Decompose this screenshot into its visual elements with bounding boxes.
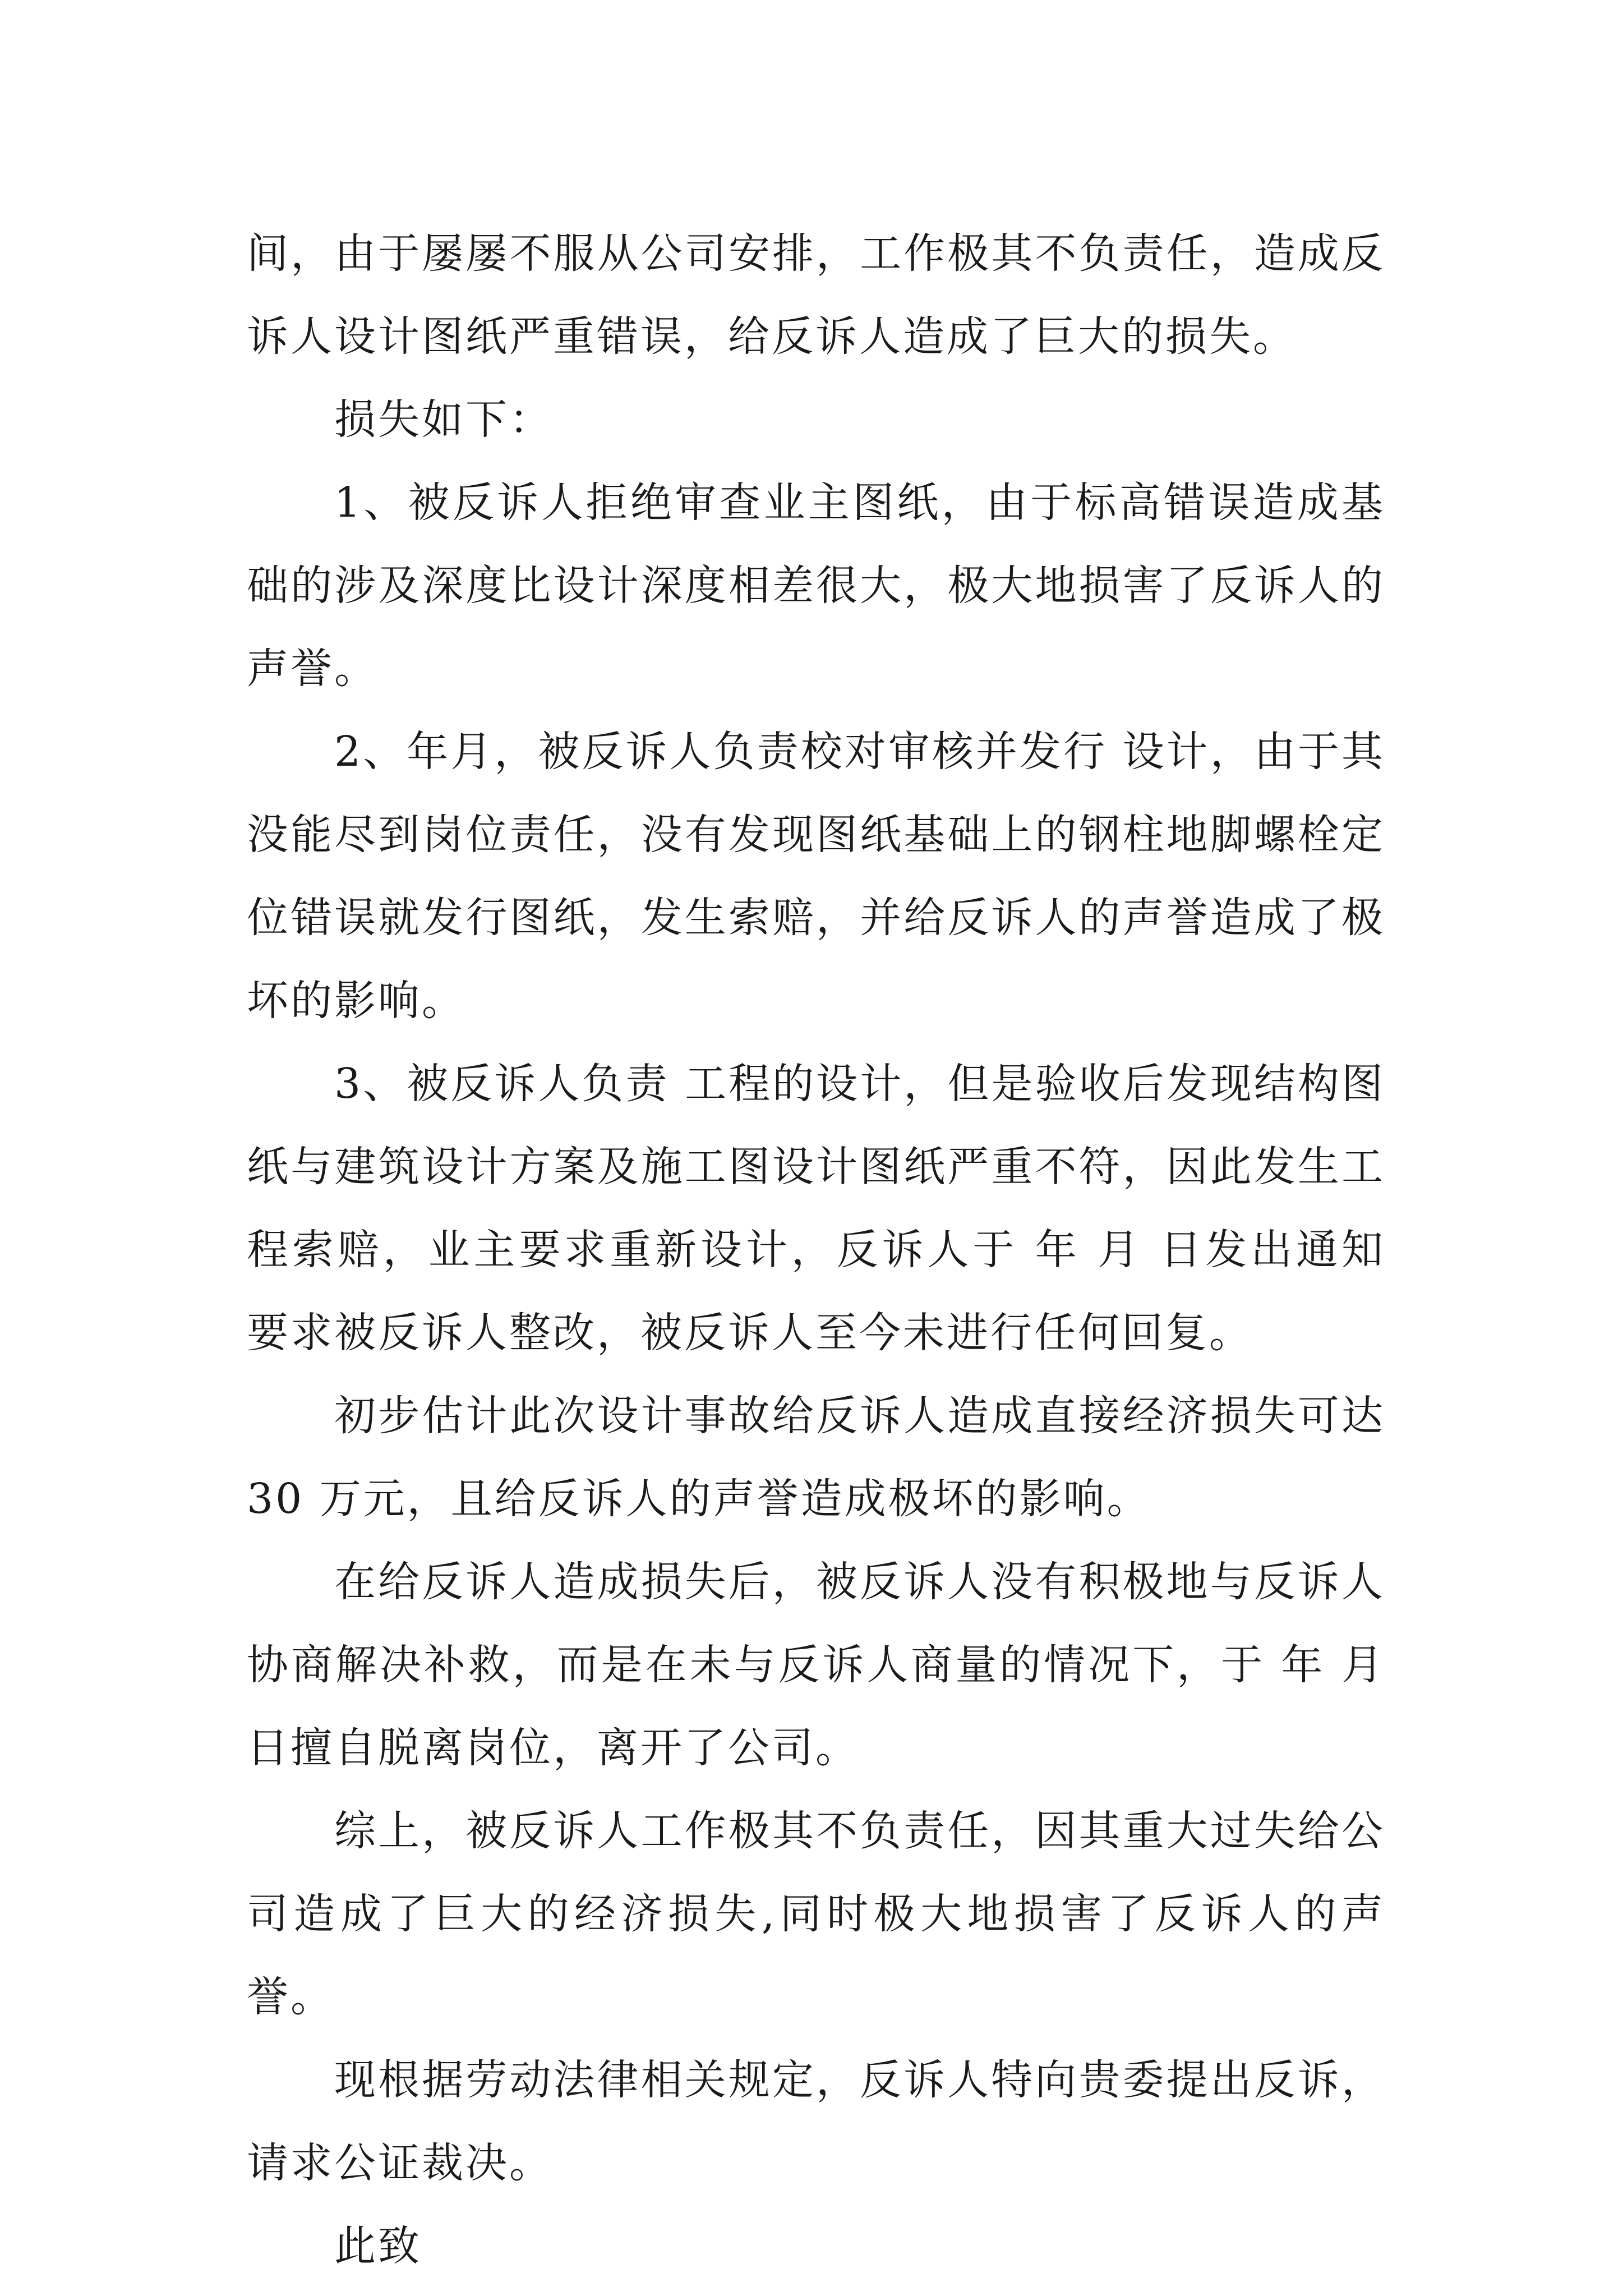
paragraph-loss-item-2: 2、年月，被反诉人负责校对审核并发行 设计，由于其没能尽到岗位责任，没有发现图纸基础上的钢柱地脚螺栓定位错误就发行图纸，发生索赔，并给反诉人的声誉造成了极坏的影响。 bbox=[247, 728, 1385, 1025]
paragraph-departure: 在给反诉人造成损失后，被反诉人没有积极地与反诉人协商解决补救，而是在未与反诉人商量的情况下，于 年 月日擅自脱离岗位，离开了公司。 bbox=[247, 1558, 1385, 1772]
paragraph-continuation: 间，由于屡屡不服从公司安排，工作极其不负责任，造成反诉人设计图纸严重错误，给反诉人造成了巨大的损失。 bbox=[247, 229, 1385, 361]
paragraph-loss-estimate: 初步估计此次设计事故给反诉人造成直接经济损失可达 30 万元，且给反诉人的声誉造成极坏的影响。 bbox=[247, 1392, 1385, 1523]
paragraph-loss-item-3: 3、被反诉人负责 工程的设计，但是验收后发现结构图纸与建筑设计方案及施工图设计图纸严重不符，因此发生工程索赔，业主要求重新设计，反诉人于 年 月 日发出通知要求被反诉人整改，被反诉人至今未进行任何回复。 bbox=[247, 1060, 1385, 1357]
paragraph-loss-item-1: 1、被反诉人拒绝审查业主图纸，由于标高错误造成基础的涉及深度比设计深度相差很大，极大地损害了反诉人的声誉。 bbox=[247, 478, 1385, 693]
paragraph-request: 现根据劳动法律相关规定，反诉人特向贵委提出反诉，请求公证裁决。 bbox=[247, 2056, 1385, 2187]
paragraph-losses-heading: 损失如下： bbox=[334, 395, 553, 444]
paragraph-summary: 综上，被反诉人工作极其不负责任，因其重大过失给公司造成了巨大的经济损失,同时极大地损害了反诉人的声誉。 bbox=[247, 1807, 1385, 2021]
document-body bbox=[247, 212, 1385, 2288]
paragraph-closing: 此致 bbox=[334, 2222, 422, 2270]
